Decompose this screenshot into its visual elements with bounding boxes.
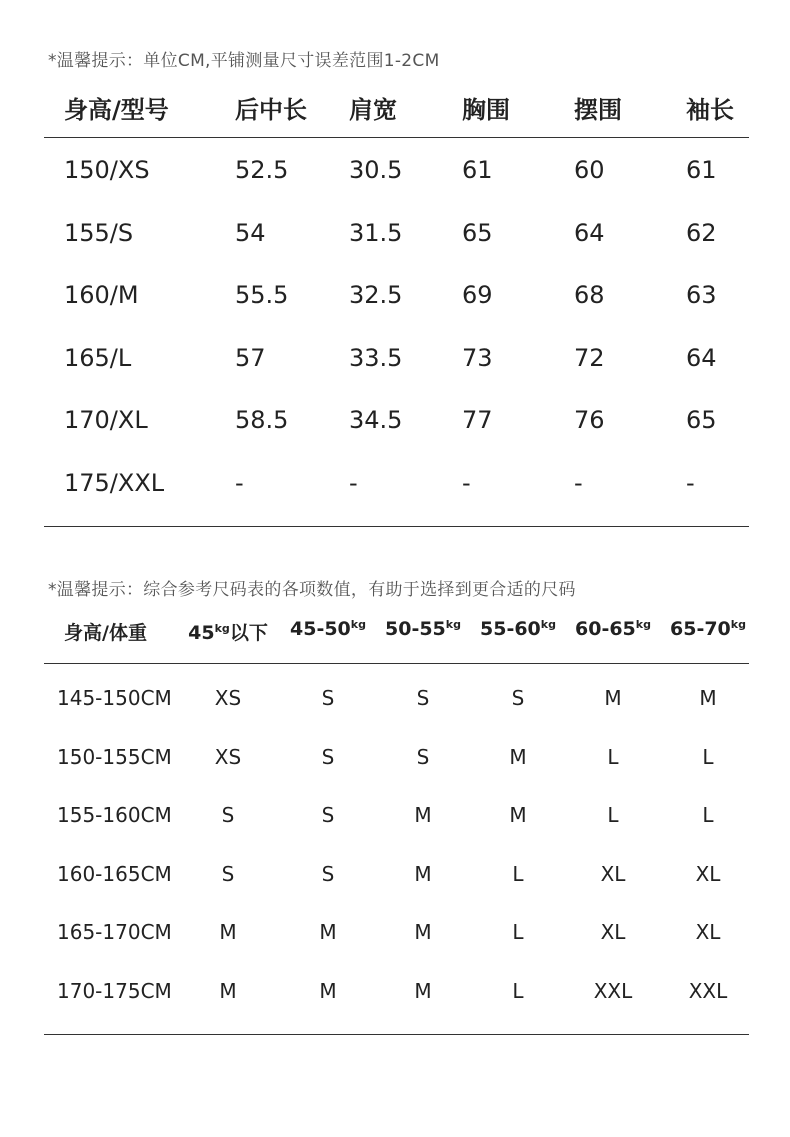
header-unit-text: kg — [730, 618, 746, 631]
size-table-cell: - — [462, 468, 471, 497]
size-table-cell: 64 — [686, 343, 717, 372]
size-table-cell: 32.5 — [349, 281, 403, 309]
size-table-cell: 61 — [462, 156, 493, 184]
size-table-row-label: 150/XS — [64, 156, 150, 184]
reference-table-header-cell — [178, 618, 278, 645]
reference-table-row-label: 170-175CM — [57, 978, 172, 1003]
reference-table-cell: S — [321, 744, 335, 769]
reference-table-cell: M — [414, 920, 432, 944]
reference-table-cell: L — [512, 920, 524, 944]
header-unit-text: kg — [445, 618, 461, 631]
size-table-cell: 73 — [462, 343, 493, 372]
reference-table-cell: XXL — [593, 978, 633, 1003]
reference-table-header-cell — [64, 618, 184, 645]
size-table-header: 后中长 — [235, 96, 307, 124]
size-table-cell: 68 — [574, 281, 605, 309]
reference-table-header-cell — [468, 618, 568, 640]
size-table-cell: 76 — [574, 406, 605, 434]
reference-table-header-cell — [563, 618, 663, 640]
size-table-cell: 60 — [574, 156, 605, 184]
reference-table-cell: L — [607, 744, 619, 769]
size-table-cell: 77 — [462, 406, 493, 434]
size-table-cell: 65 — [686, 406, 717, 434]
size-table-row-label: 165/L — [64, 343, 132, 372]
reference-table-cell: XL — [600, 861, 626, 886]
size-table-cell: 61 — [686, 156, 717, 184]
size-table-cell: 62 — [686, 218, 717, 247]
header-main-text: 50-55 — [385, 618, 446, 640]
reference-table-cell: XXL — [688, 978, 728, 1003]
size-table-cell: 63 — [686, 281, 717, 309]
header-main-text: 45-50 — [290, 618, 351, 640]
size-table-cell: 33.5 — [349, 343, 403, 372]
size-table-cell: 72 — [574, 343, 605, 372]
size-table-header-divider — [44, 137, 749, 138]
reference-table-cell: L — [702, 803, 714, 827]
reference-table-cell: M — [509, 803, 527, 827]
reference-table-bottom-divider — [44, 1034, 749, 1035]
reference-table-cell: M — [699, 686, 717, 710]
size-table-row-label: 155/S — [64, 218, 134, 247]
reference-table-cell: M — [414, 861, 432, 886]
reference-table-cell: S — [321, 686, 335, 710]
size-table-cell: - — [686, 468, 695, 497]
reference-table-header-cell — [278, 618, 378, 640]
reference-table-row-label: 145-150CM — [57, 686, 172, 710]
reference-table-header-divider — [44, 663, 749, 664]
size-table-header: 胸围 — [462, 96, 510, 124]
size-table-header: 身高/型号 — [64, 96, 169, 124]
reference-table-cell: XS — [214, 744, 242, 769]
reference-table-cell: XS — [214, 686, 242, 710]
reference-table-cell: M — [219, 920, 237, 944]
reference-table-cell: S — [321, 803, 335, 827]
header-unit-text: kg — [350, 618, 366, 631]
header-unit-text: kg — [540, 618, 556, 631]
reference-table-cell: S — [511, 686, 525, 710]
size-table-cell: 58.5 — [235, 406, 289, 434]
reference-table-cell: S — [321, 861, 335, 886]
size-table-header: 袖长 — [686, 96, 734, 124]
size-table-cell: 34.5 — [349, 406, 403, 434]
header-main-text: 55-60 — [480, 618, 541, 640]
reference-table-cell: S — [221, 861, 235, 886]
size-table-cell: 54 — [235, 218, 266, 247]
reference-table-cell: S — [416, 686, 430, 710]
size-table-cell: 30.5 — [349, 156, 403, 184]
size-table-cell: 57 — [235, 343, 266, 372]
size-table-cell: 31.5 — [349, 218, 403, 247]
header-main-text: 65-70 — [670, 618, 731, 640]
header-unit-text: kg — [214, 622, 230, 635]
reference-table-cell: M — [509, 744, 527, 769]
size-table-cell: - — [574, 468, 583, 497]
size-table-note: *温馨提示：单位CM,平铺测量尺寸误差范围1-2CM — [48, 51, 440, 71]
header-unit-text: kg — [635, 618, 651, 631]
size-table-cell: 55.5 — [235, 281, 289, 309]
size-table-cell: - — [349, 468, 358, 497]
reference-table-cell: L — [702, 744, 714, 769]
reference-table-row-label: 160-165CM — [57, 861, 172, 886]
reference-table-row-label: 155-160CM — [57, 803, 172, 827]
reference-table-cell: L — [512, 978, 524, 1003]
reference-table-row-label: 165-170CM — [57, 920, 172, 944]
reference-table-cell: M — [604, 686, 622, 710]
header-main-text: 45 — [188, 622, 215, 644]
reference-table-cell: XL — [695, 920, 721, 944]
header-main-text: 身高/体重 — [64, 622, 147, 644]
size-table-cell: - — [235, 468, 244, 497]
size-table-row-label: 160/M — [64, 281, 139, 309]
reference-table-cell: S — [416, 744, 430, 769]
reference-table-cell: XL — [600, 920, 626, 944]
reference-table-cell: XL — [695, 861, 721, 886]
reference-table-note: *温馨提示：综合参考尺码表的各项数值，有助于选择到更合适的尺码 — [48, 580, 576, 600]
reference-table-cell: M — [219, 978, 237, 1003]
reference-table-cell: M — [414, 803, 432, 827]
size-table-cell: 65 — [462, 218, 493, 247]
header-main-text: 60-65 — [575, 618, 636, 640]
size-table-bottom-divider — [44, 526, 749, 527]
reference-table-cell: L — [607, 803, 619, 827]
reference-table-row-label: 150-155CM — [57, 744, 172, 769]
size-table-row-label: 170/XL — [64, 406, 148, 434]
size-table-row-label: 175/XXL — [64, 468, 165, 497]
reference-table-header-cell — [373, 618, 473, 640]
reference-table-cell: M — [414, 978, 432, 1003]
size-table-cell: 52.5 — [235, 156, 289, 184]
reference-table-cell: M — [319, 978, 337, 1003]
reference-table-cell: L — [512, 861, 524, 886]
size-table-header: 肩宽 — [349, 96, 397, 124]
size-table-cell: 64 — [574, 218, 605, 247]
size-table-cell: 69 — [462, 281, 493, 309]
reference-table-cell: S — [221, 803, 235, 827]
size-table-header: 摆围 — [574, 96, 622, 124]
reference-table-header-cell — [658, 618, 758, 640]
reference-table-cell: M — [319, 920, 337, 944]
header-tail-text: 以下 — [229, 622, 268, 644]
